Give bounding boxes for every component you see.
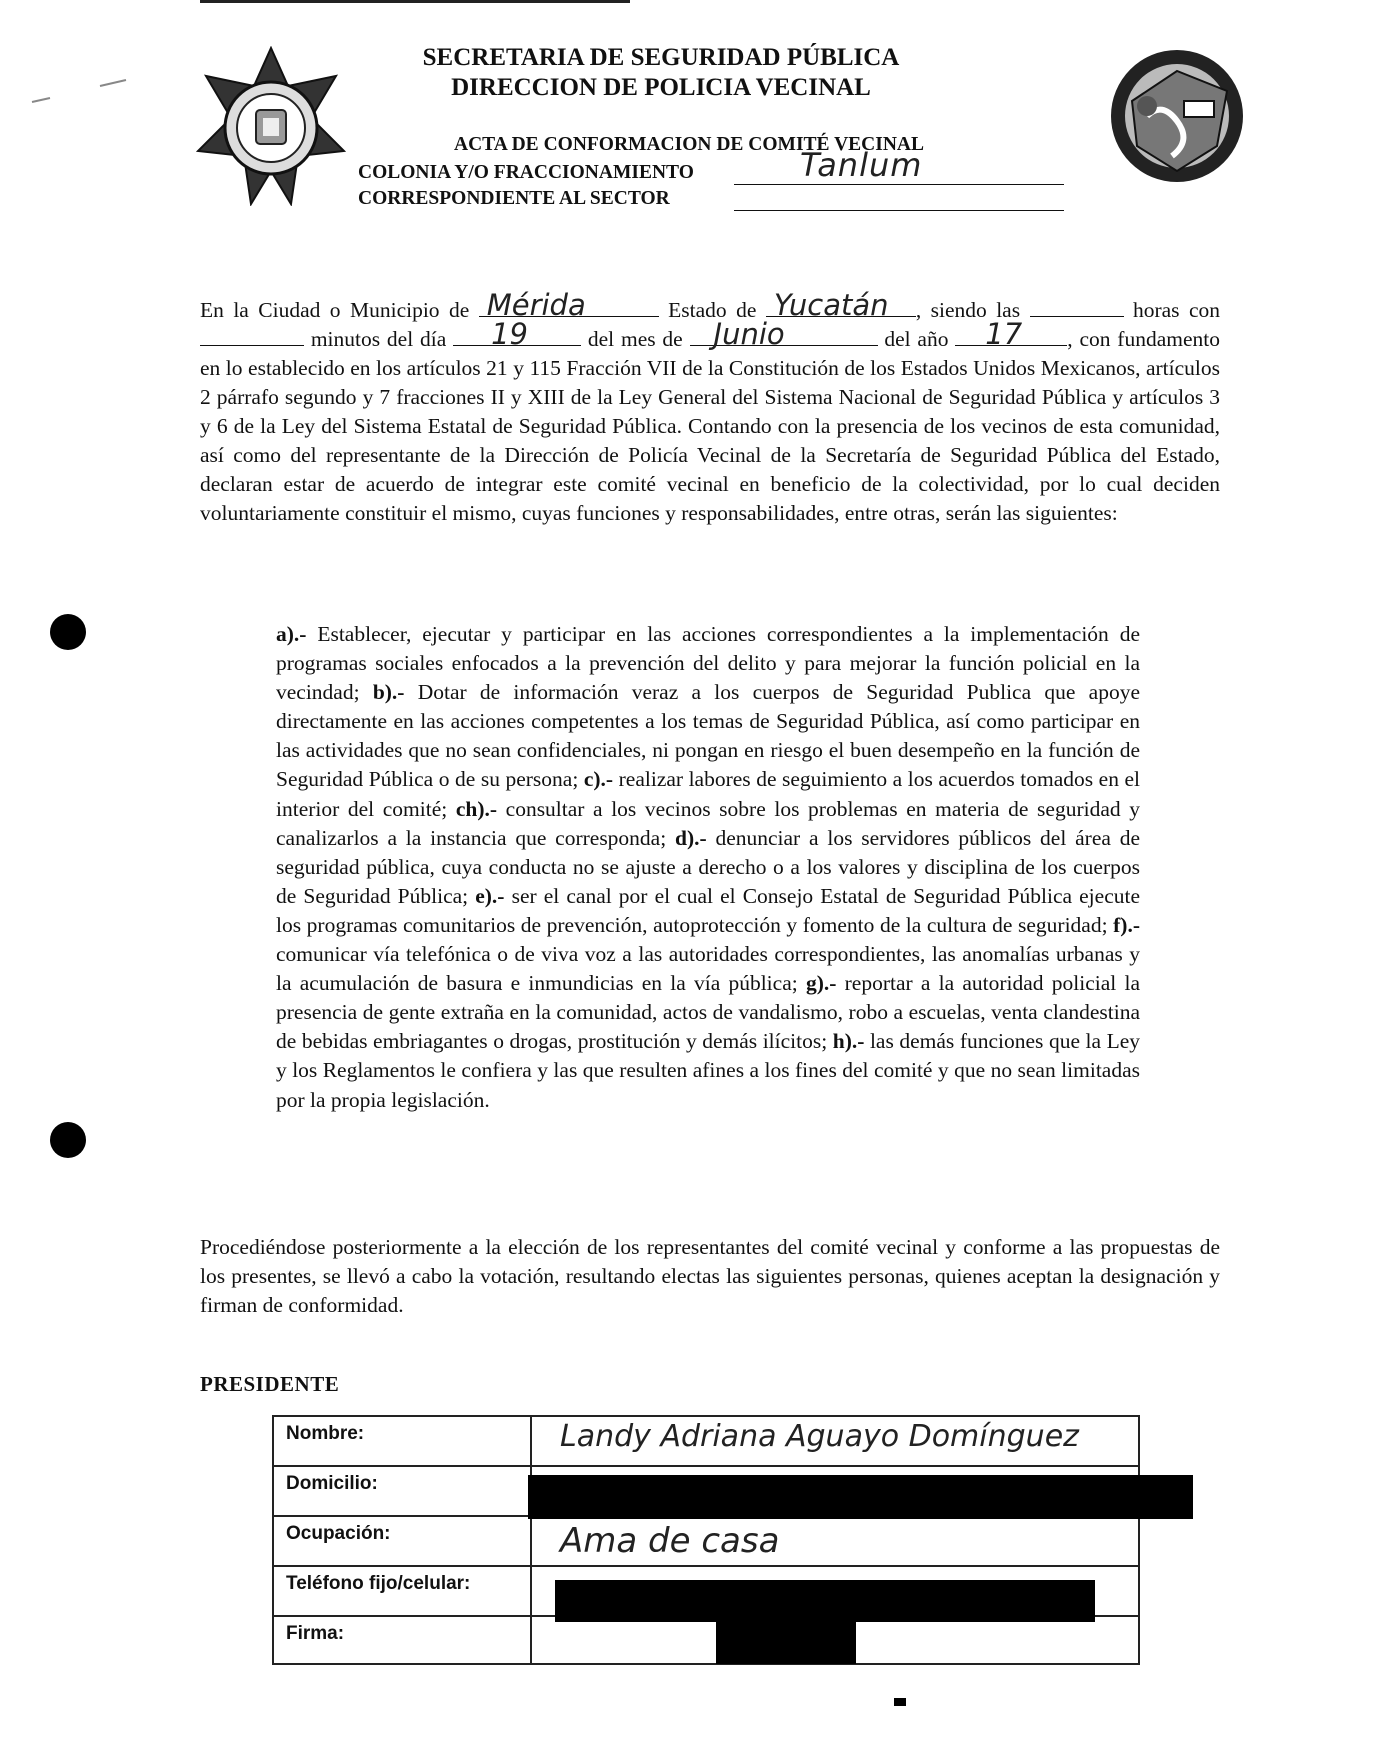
minutos-field [200, 327, 304, 346]
nombre-value: Landy Adriana Aguayo Domínguez [560, 1419, 1079, 1454]
sector-label: CORRESPONDIENTE AL SECTOR [358, 188, 670, 209]
intro-text-5: minutos del día [310, 327, 447, 351]
fn-key: d).- [675, 825, 707, 850]
fn-text: Dotar de información veraz a los cuerpos de Seguridad Publica que apoye directamente en las acciones competentes a los temas de Seguridad Pública, así como participar en las actividades que no sean confidenciales, ni pongan en riesgo el buen desempeño en la función de Seguridad Pública o de su persona; [276, 680, 1140, 792]
closing-paragraph: Procediéndose posteriormente a la elección de los representantes del comité vecinal y conforme a las propuestas de los presentes, se llevó a cabo la votación, resultando electas las siguientes personas, quienes aceptan la designación y firman de conformidad. [200, 1235, 1220, 1317]
ocupacion-label: Ocupación: [286, 1523, 391, 1544]
dia-value: 19 [491, 317, 528, 351]
top-edge-line [200, 0, 630, 3]
fn-key: g).- [805, 971, 837, 996]
fn-text: reportar a la autoridad policial la presencia de gente extraña en la comunidad, actos de vandalismo, robo a escuelas, venta clandestina de bebidas embriagantes o drogas, prostitución y demás ilícitos; [276, 971, 1140, 1054]
nombre-label: Nombre: [286, 1423, 365, 1444]
municipio-field [479, 288, 659, 322]
header-secretaria: SECRETARIA DE SEGURIDAD PÚBLICA [422, 44, 900, 71]
intro-text-2: Estado de [668, 298, 757, 322]
fn-key: a).- [276, 622, 307, 646]
table-row-line [274, 1565, 1138, 1567]
firma-label: Firma: [286, 1623, 345, 1644]
fn-text: denunciar a los servidores públicos del área de seguridad pública, cuya conducta no se ajuste a derecho o a los valores y disciplina de los cuerpos de Seguridad Pública; [276, 825, 1140, 908]
colonia-value: Tanlum [800, 146, 923, 184]
fn-text: Establecer, ejecutar y participar en las acciones correspondientes a la implementación de programas sociales enfocados a la prevención del delito y para mejorar la función policial en la vecindad; [276, 622, 1140, 705]
ocupacion-value: Ama de casa [560, 1521, 780, 1561]
intro-text-7: del año [884, 327, 949, 351]
intro-text-4: horas con [1132, 298, 1221, 322]
intro-text-8: , con fundamento en lo establecido en los artículos 21 y 115 Fracción VII de la Constitución de los Estados Unidos Mexicanos, artículos 2 párrafo segundo y 7 fracciones II y XIII de la Ley General del Sistema Nacional de Seguridad Pública y artículos 3 y 6 de la Ley del Sistema Estatal de Seguridad Pública. Contando con la presencia de los vecinos de esta comunidad, así como del representante de la Dirección de Policía Vecinal de la Secretaría de Seguridad Pública del Estado, declaran estar de acuerdo de integrar este comité vecinal en beneficio de la colectividad, por lo cual deciden voluntariamente constituir el mismo, cuyas funciones y responsabilidades, entre otras, serán las siguientes: [200, 327, 1220, 525]
anio-value: 17 [985, 317, 1023, 351]
anio-field [955, 317, 1067, 351]
fn-text: comunicar vía telefónica o de viva voz a las autoridades correspondientes, las anomalías urbanas y la acumulación de basura e inmundicias en la vía pública; [276, 942, 1140, 996]
mes-field [690, 317, 878, 351]
mes-value: Junio [713, 317, 785, 351]
colonia-label: COLONIA Y/O FRACCIONAMIENTO [358, 162, 694, 183]
intro-paragraph [200, 288, 1221, 528]
header-direccion: DIRECCION DE POLICIA VECINAL [451, 74, 871, 101]
fn-key: h).- [832, 1029, 865, 1054]
binder-hole [50, 1122, 86, 1158]
telefono-label: Teléfono fijo/celular: [286, 1573, 471, 1594]
intro-text-6: del mes de [587, 327, 683, 351]
horas-field [1030, 298, 1124, 317]
binder-hole [50, 614, 86, 650]
estado-value: Yucatán [773, 288, 889, 322]
redacted-telefono [555, 1580, 1095, 1622]
intro-text-3: , siendo las [915, 298, 1021, 322]
table-divider [530, 1417, 532, 1663]
fn-text: las demás funciones que la Ley y los Reglamentos le confiera y las que resulten afines a los fines del comité y que no sean limitadas por la propia legislación. [276, 1029, 1140, 1112]
sector-field-line [734, 186, 1064, 211]
fn-key: b).- [372, 680, 405, 705]
fn-key: ch).- [455, 796, 498, 821]
estado-field [766, 288, 916, 322]
acta-title: ACTA DE CONFORMACION DE COMITÉ VECINAL [454, 134, 925, 155]
president-table [272, 1415, 1140, 1665]
domicilio-label: Domicilio: [286, 1473, 378, 1494]
redacted-domicilio [528, 1475, 1193, 1519]
fn-key: f).- [1113, 912, 1140, 937]
fn-key: e).- [475, 883, 505, 908]
fn-text: ser el canal por el cual el Consejo Estatal de Seguridad Pública ejecute los programas comunitarios de prevención, autoprotección y fomento de la cultura de seguridad; [276, 883, 1140, 937]
fn-key: c).- [583, 767, 614, 792]
redacted-firma [716, 1622, 856, 1664]
fn-text: consultar a los vecinos sobre los problemas en materia de seguridad y canalizarlos a la instancia que corresponda; [276, 796, 1140, 850]
intro-text-1: En la Ciudad o Municipio de [200, 298, 470, 322]
table-row-line [274, 1465, 1138, 1467]
functions-paragraph [276, 620, 1140, 1115]
dia-field [453, 317, 581, 351]
municipio-value: Mérida [486, 288, 586, 322]
fn-text: realizar labores de seguimiento a los acuerdos tomados en el interior del comité; [276, 767, 1140, 821]
scan-mark [894, 1698, 906, 1706]
president-title: PRESIDENTE [200, 1372, 340, 1396]
